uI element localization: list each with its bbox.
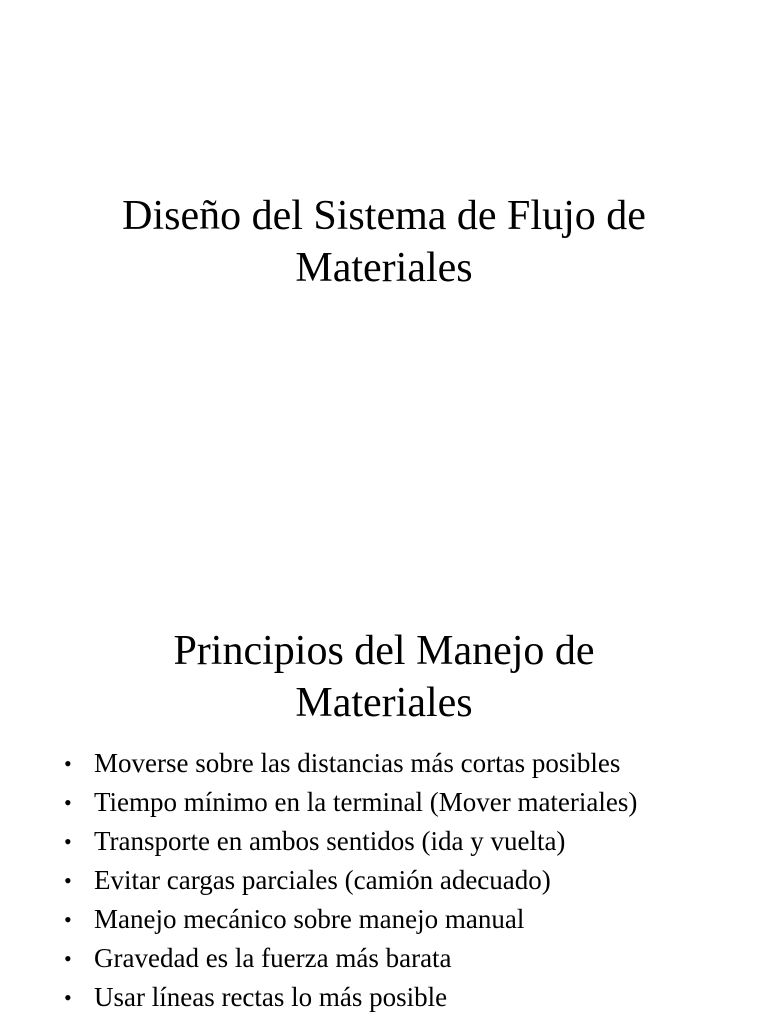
slide-1-title-line-2: Materiales bbox=[295, 245, 473, 291]
list-item bbox=[0, 861, 768, 900]
bullet-icon: • bbox=[64, 868, 72, 893]
bullet-icon: • bbox=[64, 790, 72, 815]
list-item bbox=[0, 783, 768, 822]
principles-list bbox=[0, 744, 768, 1017]
bullet-icon: • bbox=[64, 946, 72, 971]
list-item bbox=[0, 939, 768, 978]
list-item-text: Manejo mecánico sobre manejo manual bbox=[94, 904, 525, 934]
list-item-text: Transporte en ambos sentidos (ida y vuelta) bbox=[94, 826, 566, 856]
list-item bbox=[0, 744, 768, 783]
bullet-icon: • bbox=[64, 907, 72, 932]
list-item bbox=[0, 822, 768, 861]
bullet-icon: • bbox=[64, 985, 72, 1010]
list-item-text: Usar líneas rectas lo más posible bbox=[94, 982, 448, 1012]
slide-2-title-line-2: Materiales bbox=[295, 680, 473, 726]
bullet-icon: • bbox=[64, 829, 72, 854]
list-item-text: Moverse sobre las distancias más cortas posibles bbox=[94, 748, 621, 778]
list-item-text: Gravedad es la fuerza más barata bbox=[94, 943, 452, 973]
list-item-text: Evitar cargas parciales (camión adecuado) bbox=[94, 865, 551, 895]
slide-2 bbox=[0, 512, 768, 1024]
list-item bbox=[0, 978, 768, 1017]
slide-1-title bbox=[0, 190, 768, 294]
slide-2-title-line-1: Principios del Manejo de bbox=[173, 628, 595, 674]
list-item bbox=[0, 900, 768, 939]
list-item-text: Tiempo mínimo en la terminal (Mover materiales) bbox=[94, 787, 638, 817]
slide-1-title-line-1: Diseño del Sistema de Flujo de bbox=[122, 193, 646, 239]
bullet-icon: • bbox=[64, 751, 72, 776]
slide-2-title bbox=[0, 625, 768, 729]
